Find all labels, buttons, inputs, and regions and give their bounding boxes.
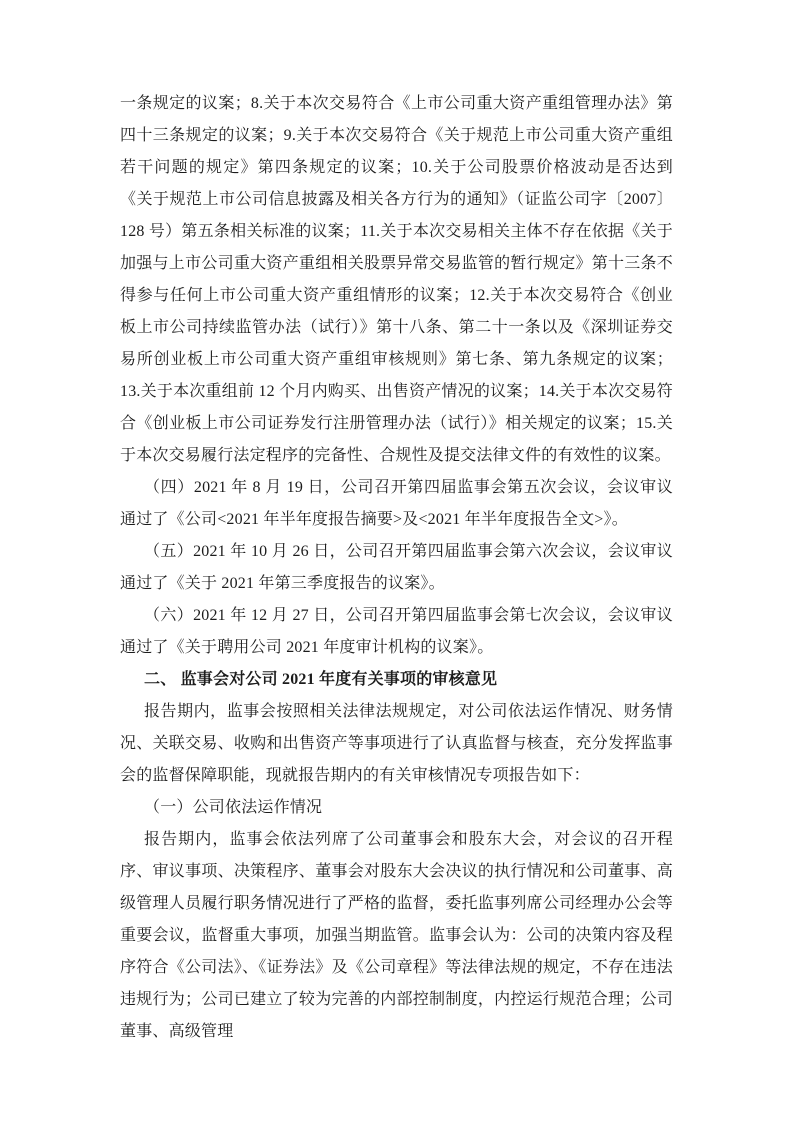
paragraph-meeting-six: （六）2021 年 12 月 27 日，公司召开第四届监事会第七次会议，会议审议通过了《关于聘用公司 2021 年度审计机构的议案》。 — [120, 607, 673, 656]
paragraph-meeting-four: （四）2021 年 8 月 19 日，公司召开第四届监事会第五次会议，会议审议通过了《公司<2021 年半年度报告摘要>及<2021 年半年度报告全文>》。 — [120, 479, 673, 528]
subsection-heading-lawful-operation: （一）公司依法运作情况 — [144, 799, 323, 816]
paragraph-resolutions-continuation: 一条规定的议案；8.关于本次交易符合《上市公司重大资产重组管理办法》第四十三条规定的议案；9.关于本次交易符合《关于规范上市公司重大资产重组若干问题的规定》第四条规定的议案；10.关于公司股票价格波动是否达到《关于规范上市公司信息披露及相关各方行为的通知》（证监公司字〔2007〕128 号）第五条相关标准的议案；11.关于本次交易相关主体不存在依据《关于加强与上市公司重大资产重组相关股票异常交易监管的暂行规定》第十三条不得参与任何上市公司重大资产重组情形的议案；12.关于本次交易符合《创业板上市公司持续监管办法（试行）》第十八条、第二十一条以及《深圳证券交易所创业板上市公司重大资产重组审核规则》第七条、第九条规定的议案；13.关于本次重组前 12 个月内购买、出售资产情况的议案；14.关于本次交易符合《创业板上市公司证券发行注册管理办法（试行）》相关规定的议案；15.关于本次交易履行法定程序的完备性、合规性及提交法律文件的有效性的议案。 — [120, 95, 673, 464]
paragraph-lawful-operation-detail: 报告期内，监事会依法列席了公司董事会和股东大会，对会议的召开程序、审议事项、决策程序、董事会对股东大会决议的执行情况和公司董事、高级管理人员履行职务情况进行了严格的监督，委托监事列席公司经理办公会等重要会议，监督重大事项，加强当期监管。监事会认为：公司的决策内容及程序符合《公司法》、《证券法》及《公司章程》等法律法规的规定，不存在违法违规行为；公司已建立了较为完善的内部控制制度，内控运行规范合理；公司董事、高级管理 — [120, 831, 673, 1040]
paragraph-review-intro: 报告期内，监事会按照相关法律法规规定，对公司依法运作情况、财务情况、关联交易、收购和出售资产等事项进行了认真监督与核查，充分发挥监事会的监督保障职能，现就报告期内的有关审核情况专项报告如下： — [120, 703, 673, 784]
section-heading-review-opinions: 二、 监事会对公司 2021 年度有关事项的审核意见 — [144, 671, 498, 688]
page-content — [120, 88, 673, 1048]
paragraph-meeting-five: （五）2021 年 10 月 26 日，公司召开第四届监事会第六次会议，会议审议通过了《关于 2021 年第三季度报告的议案》。 — [120, 543, 673, 592]
